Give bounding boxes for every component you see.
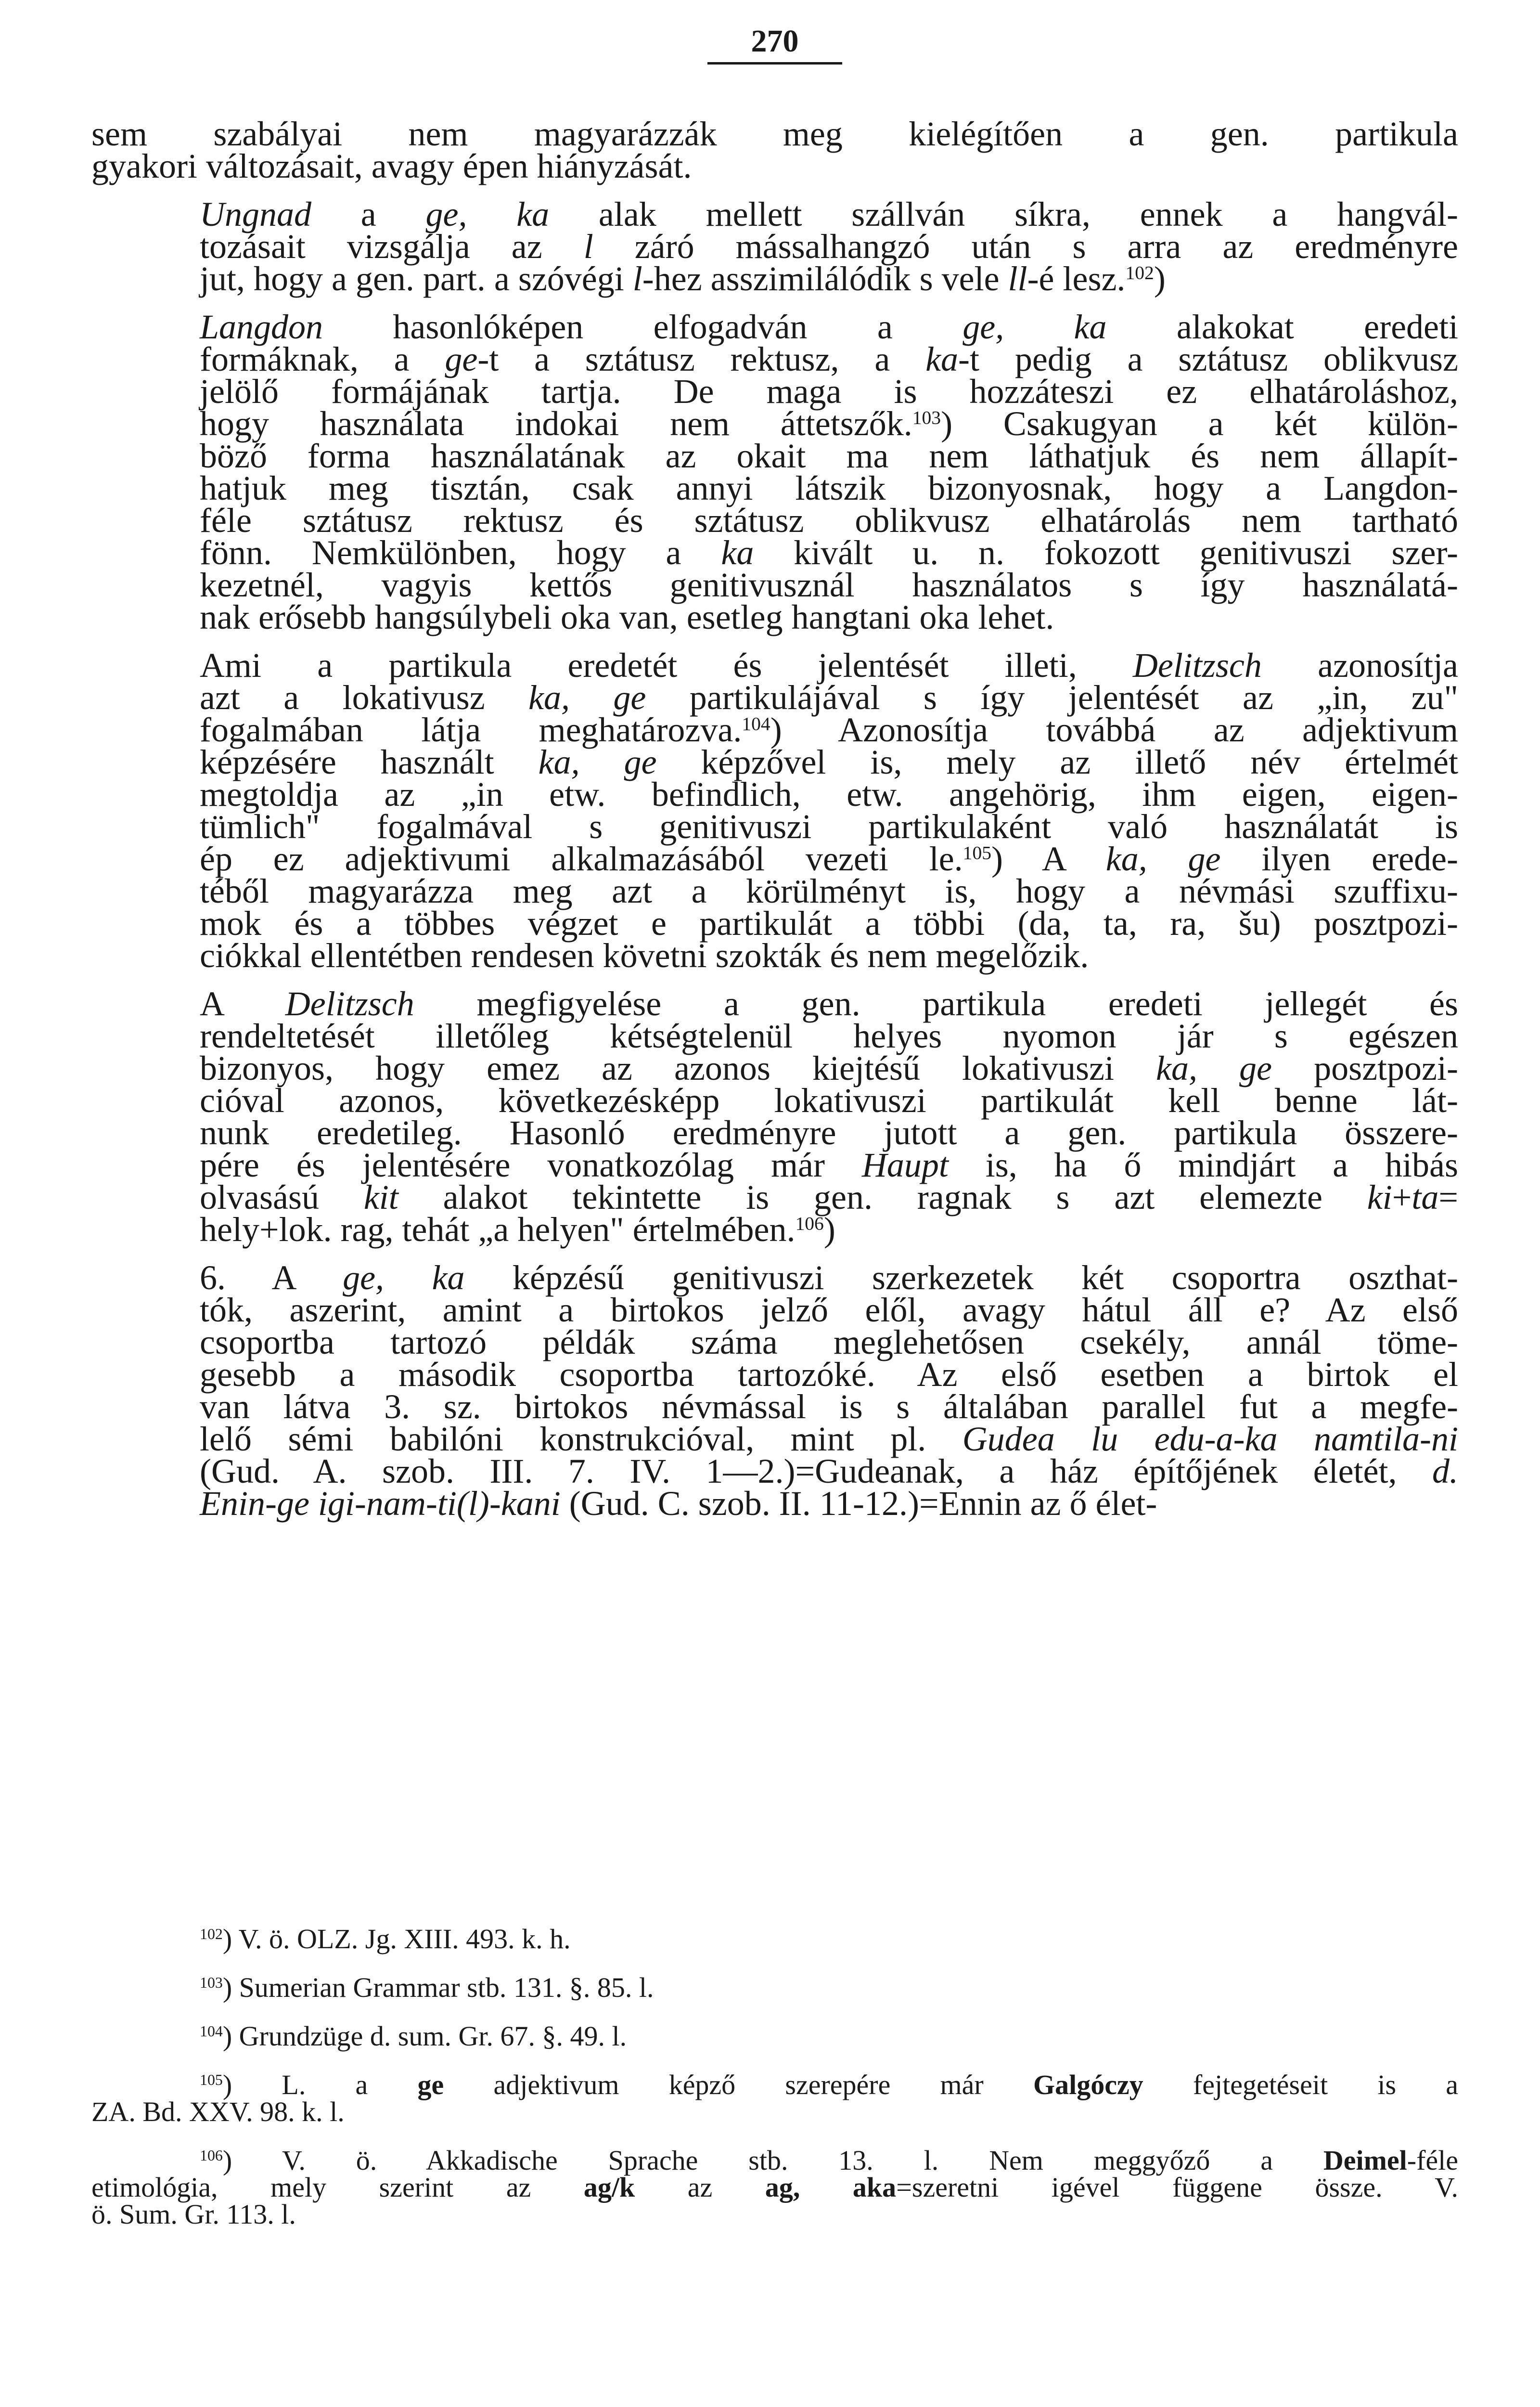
paragraph xyxy=(91,984,1458,1249)
text-line: Ami a partikula eredetét és jelentését illeti, Delitzsch azonosítja xyxy=(200,646,1458,685)
text-line: ciókkal ellentétben rendesen követni szokták és nem megelőzik. xyxy=(200,936,1089,975)
text-line: 6. A ge, ka képzésű genitivuszi szerkezetek két csoportra oszthat- xyxy=(200,1258,1458,1297)
footnote-line: $^{102}$) V. ö. OLZ. Jg. XIII. 493. k. h. xyxy=(200,1923,571,1954)
text-line: böző forma használatának az okait ma nem láthatjuk és nem állapít- xyxy=(200,437,1458,475)
footnote-line: $^{103}$) Sumerian Grammar stb. 131. §. 85. l. xyxy=(200,1972,654,2003)
footnote xyxy=(91,2071,1458,2125)
footnote-line: $^{106}$) V. ö. Akkadische Sprache stb. 13. l. Nem meggyőző a Deimel-féle xyxy=(200,2145,1458,2176)
footnote-line: $^{105}$) L. a ge adjektivum képző szerepére már Galgóczy fejtegetéseit is a xyxy=(200,2069,1458,2100)
text-line: formáknak, a ge-t a sztátusz rektusz, a ka-t pedig a sztátusz oblikvusz xyxy=(200,340,1459,378)
text-line: tók, aszerint, amint a birtokos jelző elől, avagy hátul áll e? Az első xyxy=(200,1291,1458,1329)
text-line: bizonyos, hogy emez az azonos kiejtésű lokativuszi ka, ge posztpozi- xyxy=(200,1049,1458,1087)
footnote xyxy=(91,1974,1458,2001)
footnote xyxy=(91,2147,1458,2228)
text-line: gyakori változásait, avagy épen hiányzását. xyxy=(91,147,692,185)
paragraph xyxy=(91,115,1458,185)
text-line: megtoldja az „in etw. befindlich, etw. angehörig, ihm eigen, eigen- xyxy=(200,775,1458,814)
body-text xyxy=(91,115,1459,1536)
text-line: Enin-ge igi-nam-ti(l)-kani (Gud. C. szob. II. 11-12.)=Ennin az ő élet- xyxy=(200,1484,1157,1523)
text-line: tozásait vizsgálja az l záró mássalhangzó után s arra az eredményre xyxy=(200,227,1459,266)
text-line: fogalmában látja meghatározva.$^{104}$) Azonosítja továbbá az adjektivum xyxy=(200,711,1458,749)
footnotes xyxy=(91,1923,1458,2250)
text-line: rendeltetését illetőleg kétségtelenül helyes nyomon jár s egészen xyxy=(200,1017,1458,1055)
text-line: jelölő formájának tartja. De maga is hozzáteszi ez elhatároláshoz, xyxy=(200,372,1458,411)
text-line: olvasású kit alakot tekintette is gen. ragnak s azt elemezte ki+ta= xyxy=(200,1178,1458,1216)
text-line: gesebb a második csoportba tartozóké. Az első esetben a birtok el xyxy=(200,1355,1458,1394)
footnote-line: ö. Sum. Gr. 113. l. xyxy=(91,2199,296,2230)
text-line: A Delitzsch megfigyelése a gen. partikula eredeti jellegét és xyxy=(200,984,1458,1023)
text-line: tümlich" fogalmával s genitivuszi partikulaként való használatát is xyxy=(200,807,1458,846)
text-line: nak erősebb hangsúlybeli oka van, esetleg hangtani oka lehet. xyxy=(200,598,1054,636)
text-line: fönn. Nemkülönben, hogy a ka kivált u. n. fokozott genitivuszi szer- xyxy=(200,533,1458,572)
footnote xyxy=(91,2020,1458,2052)
text-line: téből magyarázza meg azt a körülményt is, hogy a névmási szuffixu- xyxy=(200,872,1458,910)
text-line: hely+lok. rag, tehát „a helyen" értelmében.$^{106}$) xyxy=(200,1210,835,1249)
text-line: Langdon hasonlóképen elfogadván a ge, ka alakokat eredeti xyxy=(200,308,1459,346)
text-line: kezetnél, vagyis kettős genitivusznál használatos s így használatá- xyxy=(200,566,1458,604)
text-line: képzésére használt ka, ge képzővel is, mely az illető név értelmét xyxy=(200,743,1459,781)
text-line: azt a lokativusz ka, ge partikulájával s így jelentését az „in, zu" xyxy=(200,678,1458,717)
text-line: (Gud. A. szob. III. 7. IV. 1—2.)=Gudeanak, a ház építőjének életét, d. xyxy=(200,1452,1458,1490)
text-line: van látva 3. sz. birtokos névmással is s általában parallel fut a megfe- xyxy=(200,1387,1458,1426)
text-line: féle sztátusz rektusz és sztátusz oblikvusz elhatárolás nem tartható xyxy=(200,501,1458,540)
text-line: sem szabályai nem magyarázzák meg kielégítően a gen. partikula xyxy=(91,115,1458,153)
paragraph xyxy=(91,646,1459,975)
text-line: mok és a többes végzet e partikulát a többi (da, ta, ra, šu) posztpozi- xyxy=(200,904,1458,943)
text-line: nunk eredetileg. Hasonló eredményre jutott a gen. partikula összere- xyxy=(200,1113,1458,1152)
text-line: pére és jelentésére vonatkozólag már Haupt is, ha ő mindjárt a hibás xyxy=(200,1146,1458,1184)
footnote-line: ZA. Bd. XXV. 98. k. l. xyxy=(91,2096,345,2127)
paragraph xyxy=(91,308,1459,636)
text-line: ép ez adjektivumi alkalmazásából vezeti le.$^{105}$) A ka, ge ilyen erede- xyxy=(200,840,1458,878)
paragraph xyxy=(91,195,1459,298)
text-line: hogy használata indokai nem áttetszők.$^{103}$) Csakugyan a két külön- xyxy=(200,404,1458,443)
text-line: Ungnad a ge, ka alak mellett szállván síkra, ennek a hangvál- xyxy=(200,195,1458,233)
text-line: lelő sémi babilóni konstrukcióval, mint pl. Gudea lu edu-a-ka namtila-ni xyxy=(200,1420,1459,1458)
paragraph xyxy=(91,1258,1459,1523)
text-line: jut, hogy a gen. part. a szóvégi l-hez asszimilálódik s vele ll-é lesz.$^{102}$) xyxy=(200,259,1166,298)
footnote-line: $^{104}$) Grundzüge d. sum. Gr. 67. §. 49. l. xyxy=(200,2020,627,2052)
text-line: hatjuk meg tisztán, csak annyi látszik bizonyosnak, hogy a Langdon- xyxy=(200,469,1458,507)
page-number: 270 xyxy=(707,24,842,65)
text-line: cióval azonos, következésképp lokativuszi partikulát kell benne lát- xyxy=(200,1081,1458,1120)
footnote xyxy=(91,1923,1458,1954)
text-line: csoportba tartozó példák száma meglehetősen csekély, annál töme- xyxy=(200,1323,1458,1361)
footnote-line: etimológia, mely szerint az ag/k az ag, aka=szeretni igével függene össze. V. xyxy=(91,2172,1458,2203)
